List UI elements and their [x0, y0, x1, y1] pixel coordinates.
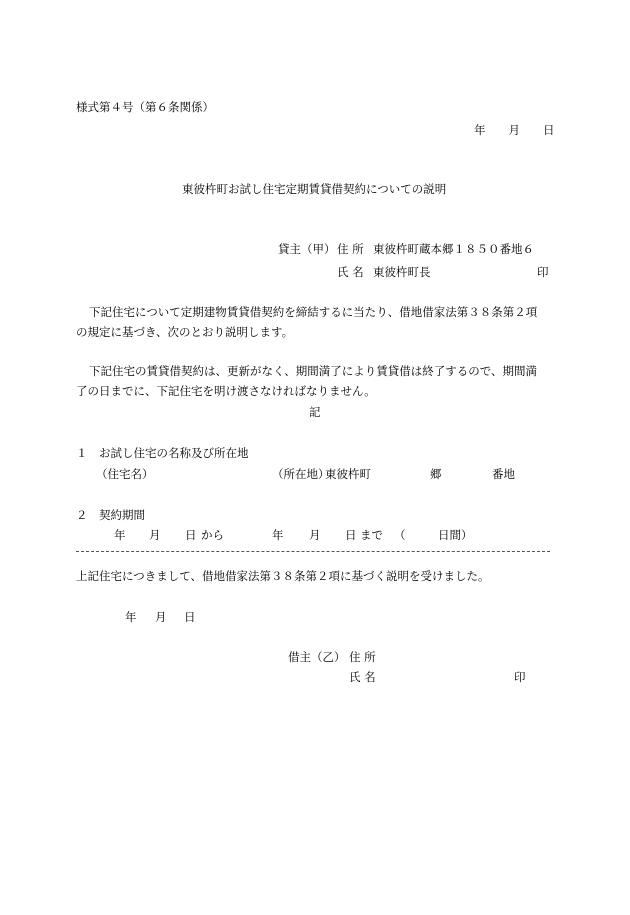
lessee-seal: 印	[514, 670, 526, 684]
item1-location-label: （所在地）	[272, 467, 330, 481]
document-title: 東彼杵町お試し住宅定期賃貸借契約についての説明	[182, 182, 447, 196]
item1-district: 郷	[430, 467, 442, 481]
acknowledgement-text: 上記住宅につきまして、借地借家法第３８条第２項に基づく説明を受けました。	[76, 569, 490, 583]
ack-date-year: 年	[125, 610, 137, 624]
item2-heading: ２ 契約期間	[76, 508, 145, 522]
form-number: 様式第４号（第６条関係）	[76, 100, 214, 114]
header-date-line: 年 月 日	[474, 123, 555, 137]
item2-start-month: 月	[149, 528, 161, 542]
item2-duration-days: 日間）	[438, 528, 473, 542]
item1-town: 東彼杵町	[325, 467, 371, 481]
paragraph1-line1: 下記住宅について定期建物賃貸借契約を締結するに当たり、借地借家法第３８条第２項	[89, 305, 538, 319]
lessee-name-label: 氏 名	[349, 670, 376, 684]
lessor-name-label: 氏 名	[337, 265, 364, 279]
note-heading: 記	[309, 405, 321, 419]
ack-date-month: 月	[155, 610, 167, 624]
item2-until: まで	[360, 528, 383, 542]
item2-duration-open: （	[394, 528, 406, 542]
dashed-cut-line	[76, 551, 550, 552]
item2-end-day: 日	[345, 528, 357, 542]
lessor-seal: 印	[537, 265, 549, 279]
item2-start-day: 日	[185, 528, 197, 542]
item2-from: から	[201, 528, 224, 542]
item2-end-year: 年	[272, 528, 284, 542]
lessee-address-label: 住 所	[349, 650, 376, 664]
item1-heading: １ お試し住宅の名称及び所在地	[76, 446, 249, 460]
lessor-name-value: 東彼杵町長	[373, 265, 431, 279]
item1-house-name-label: （住宅名）	[96, 467, 154, 481]
ack-date-day: 日	[184, 610, 196, 624]
lessor-address-value: 東彼杵町蔵本郷１８５０番地６	[373, 242, 534, 256]
item2-start-year: 年	[114, 528, 126, 542]
lessor-role: 貸主（甲）	[278, 242, 336, 256]
item1-lot: 番地	[492, 467, 515, 481]
lessor-address-label: 住 所	[337, 242, 364, 256]
lessee-role: 借主（乙）	[288, 650, 346, 664]
paragraph2-line1: 下記住宅の賃貸借契約は、更新がなく、期間満了により賃貸借は終了するので、期間満	[89, 364, 538, 378]
paragraph1-line2: の規定に基づき、次のとおり説明します。	[76, 325, 294, 339]
paragraph2-line2: 了の日までに、下記住宅を明け渡さなければなりません。	[76, 384, 376, 398]
item2-end-month: 月	[309, 528, 321, 542]
